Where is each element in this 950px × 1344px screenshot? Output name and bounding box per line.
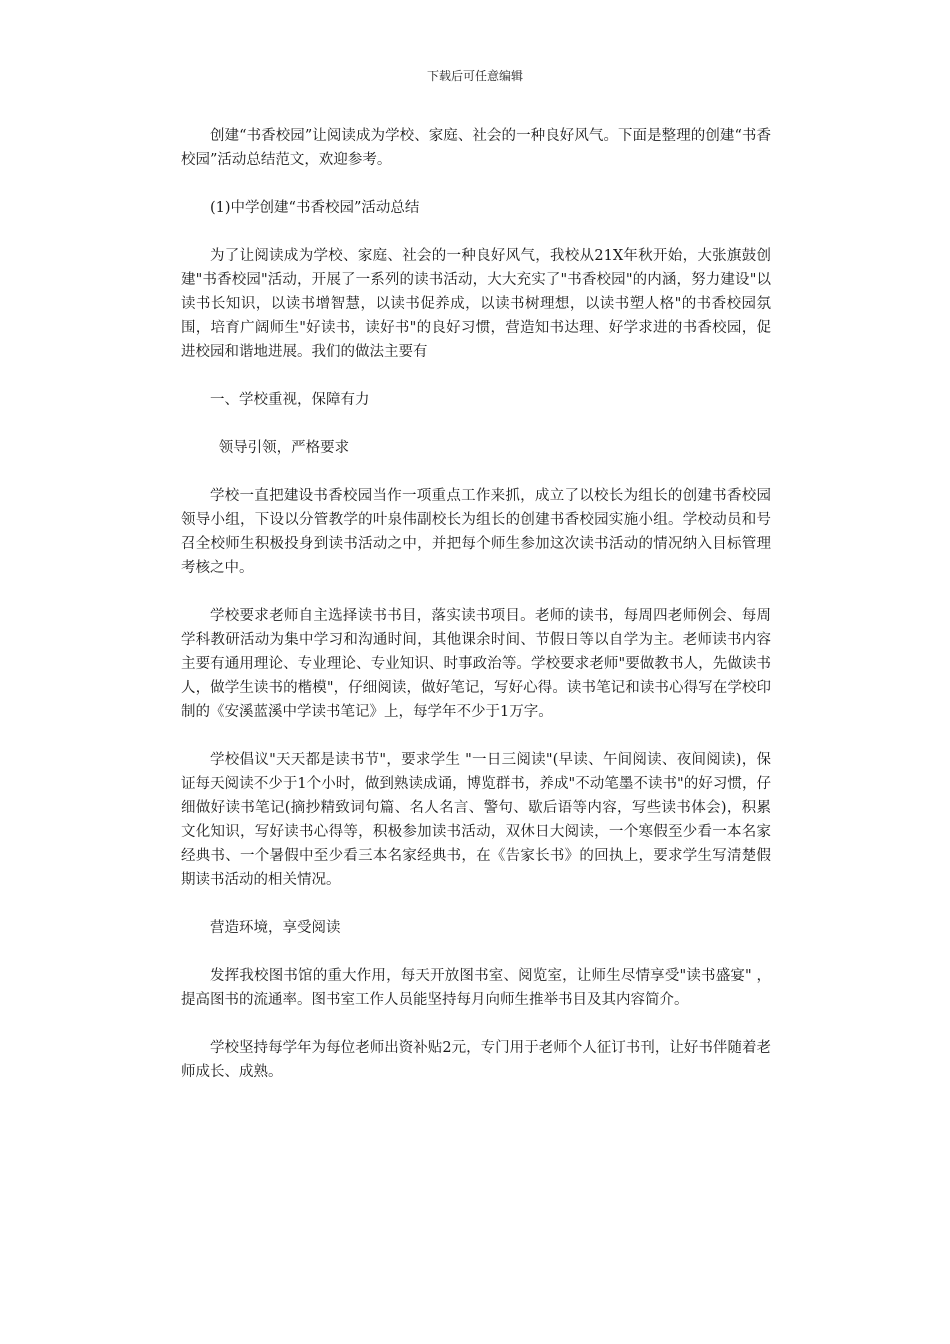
section-title: (1)中学创建“书香校园”活动总结 [210, 200, 420, 216]
subheading-leadership: 领导引领，严格要求 [218, 440, 350, 456]
intro-paragraph: 创建“书香校园”让阅读成为学校、家庭、社会的一种良好风气。下面是整理的创建“书香校园”活动总结范文，欢迎参考。 [181, 128, 771, 168]
body-paragraph: 学校一直把建设书香校园当作一项重点工作来抓，成立了以校长为组长的创建书香校园领导小组，下设以分管教学的叶泉伟副校长为组长的创建书香校园实施小组。学校动员和号召全校师生积极投身到读书活动之中，并把每个师生参加这次读书活动的情况纳入目标管理考核之中。 [181, 488, 771, 576]
body-paragraph: 发挥我校图书馆的重大作用，每天开放图书室、阅览室，让师生尽情享受"读书盛宴" ，提高图书的流通率。图书室工作人员能坚持每月向师生推举书目及其内容简介。 [181, 968, 771, 1008]
subheading-environment: 营造环境，享受阅读 [210, 920, 341, 936]
heading-school-attention: 一、学校重视，保障有力 [210, 392, 370, 408]
page-header: 下载后可任意编辑 [426, 69, 523, 83]
body-paragraph: 学校坚持每学年为每位老师出资补贴2元，专门用于老师个人征订书刊，让好书伴随着老师成长、成熟。 [181, 1040, 771, 1080]
document-body [181, 124, 771, 1084]
body-paragraph: 为了让阅读成为学校、家庭、社会的一种良好风气，我校从21X年秋开始，大张旗鼓创建"书香校园"活动，开展了一系列的读书活动，大大充实了"书香校园"的内涵，努力建设"以读书长知识，以读书增智慧，以读书促养成，以读书树理想，以读书塑人格"的书香校园氛围，培育广阔师生"好读书，读好书"的良好习惯，营造知书达理、好学求进的书香校园，促进校园和谐地进展。我们的做法主要有 [181, 248, 771, 360]
body-paragraph: 学校要求老师自主选择读书书目，落实读书项目。老师的读书，每周四老师例会、每周学科教研活动为集中学习和沟通时间，其他课余时间、节假日等以自学为主。老师读书内容主要有通用理论、专业理论、专业知识、时事政治等。学校要求老师"要做教书人，先做读书人，做学生读书的楷模"，仔细阅读，做好笔记，写好心得。读书笔记和读书心得写在学校印制的《安溪蓝溪中学读书笔记》上，每学年不少于1万字。 [181, 608, 771, 720]
body-paragraph: 学校倡议"天天都是读书节"，要求学生 "一日三阅读"(早读、午间阅读、夜间阅读)，保证每天阅读不少于1个小时，做到熟读成诵，博览群书，养成"不动笔墨不读书"的好习惯，仔细做好读书笔记(摘抄精致词句篇、名人名言、警句、歇后语等内容，写些读书体会)，积累文化知识，写好读书心得等，积极参加读书活动，双休日大阅读，一个寒假至少看一本名家经典书、一个暑假中至少看三本名家经典书，在《告家长书》的回执上，要求学生写清楚假期读书活动的相关情况。 [181, 752, 771, 888]
